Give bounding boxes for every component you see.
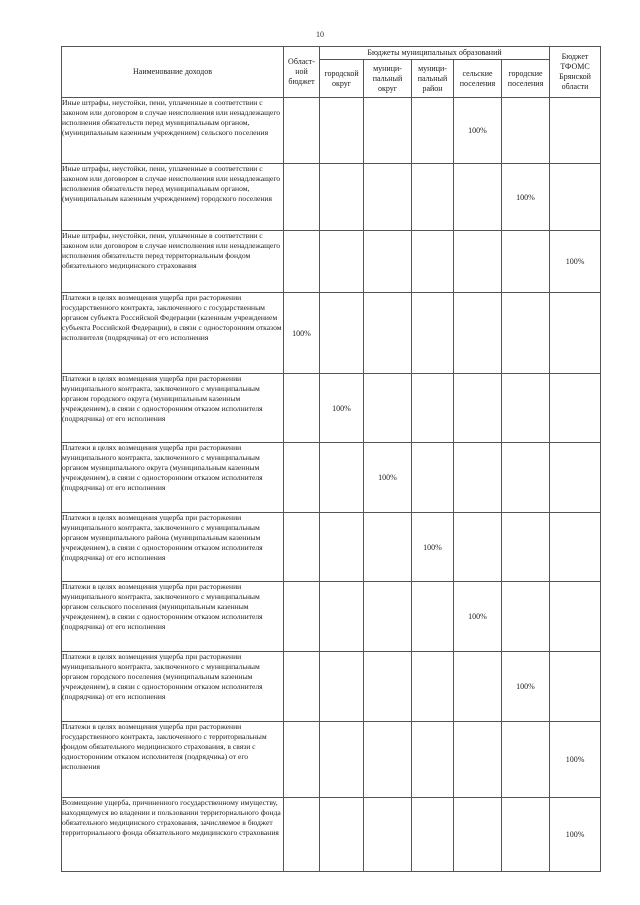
income-name-cell: Возмещение ущерба, причиненного государственному имуществу, находящемуся во владении и пользовании территориального фонда обязательного медицинского страхования, зачисляемое в бюджет территориального фонда обязательного медицинского страхования <box>62 798 284 872</box>
income-name-cell: Платежи в целях возмещения ущерба при расторжении муниципального контракта, заключенного с муниципальным органом городского поселения (муниципальным казенным учреждением), в связи с односторонним отказом исполнителя (подрядчика) от его исполнения <box>62 652 284 722</box>
percentage-cell: 100% <box>412 513 454 582</box>
percentage-cell <box>550 374 601 443</box>
percentage-cell <box>364 374 412 443</box>
percentage-cell <box>364 164 412 231</box>
header-city-district: городской округ <box>320 60 364 98</box>
percentage-cell <box>412 443 454 513</box>
percentage-cell: 100% <box>550 798 601 872</box>
header-rural-settlements: сельские поселения <box>454 60 502 98</box>
percentage-cell <box>284 443 320 513</box>
percentage-cell: 100% <box>502 652 550 722</box>
percentage-cell <box>550 582 601 652</box>
percentage-cell <box>320 722 364 798</box>
header-tfoms-budget: Бюджет ТФОМС Брянской области <box>550 47 601 98</box>
percentage-cell <box>454 513 502 582</box>
percentage-cell <box>364 231 412 293</box>
percentage-cell <box>320 582 364 652</box>
percentage-cell <box>454 798 502 872</box>
percentage-cell <box>454 164 502 231</box>
percentage-cell <box>364 722 412 798</box>
percentage-cell <box>364 513 412 582</box>
percentage-cell <box>320 798 364 872</box>
table-row <box>62 98 601 164</box>
table-row <box>62 374 601 443</box>
percentage-cell <box>364 582 412 652</box>
percentage-cell <box>454 652 502 722</box>
percentage-cell <box>502 513 550 582</box>
percentage-cell <box>454 443 502 513</box>
percentage-cell <box>284 513 320 582</box>
percentage-cell <box>320 164 364 231</box>
table-row <box>62 443 601 513</box>
header-municipal-budgets: Бюджеты муниципальных образований <box>320 47 550 60</box>
table-row <box>62 513 601 582</box>
percentage-cell <box>412 722 454 798</box>
percentage-cell <box>320 513 364 582</box>
percentage-cell <box>284 798 320 872</box>
percentage-cell: 100% <box>550 722 601 798</box>
percentage-cell <box>502 231 550 293</box>
table-row <box>62 798 601 872</box>
table-row <box>62 231 601 293</box>
header-municipal-district: муници- пальный округ <box>364 60 412 98</box>
percentage-cell <box>364 293 412 374</box>
header-regional-budget: Област- ной бюджет <box>284 47 320 98</box>
header-urban-settlements: городские поселения <box>502 60 550 98</box>
percentage-cell <box>502 443 550 513</box>
percentage-cell <box>550 443 601 513</box>
header-municipal-area: муници- пальный район <box>412 60 454 98</box>
table-row <box>62 582 601 652</box>
percentage-cell <box>550 293 601 374</box>
percentage-cell <box>284 582 320 652</box>
percentage-cell: 100% <box>364 443 412 513</box>
percentage-cell <box>502 374 550 443</box>
percentage-cell <box>502 722 550 798</box>
table-row <box>62 652 601 722</box>
percentage-cell <box>550 513 601 582</box>
page-number: 10 <box>316 30 324 39</box>
income-name-cell: Платежи в целях возмещения ущерба при расторжении муниципального контракта, заключенного с муниципальным органом городского округа (муниципальным казенным учреждением), в связи с односторонним отказом исполнителя (подрядчика) от его исполнения <box>62 374 284 443</box>
income-name-cell: Платежи в целях возмещения ущерба при расторжении государственного контракта, заключенного с территориальным фондом обязательного медицинского страхования, в связи с односторонним отказом исполнителя (подрядчика) от его исполнения <box>62 722 284 798</box>
percentage-cell <box>412 798 454 872</box>
percentage-cell <box>412 164 454 231</box>
percentage-cell <box>454 374 502 443</box>
percentage-cell <box>284 98 320 164</box>
percentage-cell <box>320 293 364 374</box>
income-name-cell: Иные штрафы, неустойки, пени, уплаченные в соответствии с законом или договором в случае неисполнения или ненадлежащего исполнения обязательств перед территориальным фондом обязательного медицинского страхования <box>62 231 284 293</box>
percentage-cell <box>364 798 412 872</box>
table-row <box>62 722 601 798</box>
income-name-cell: Платежи в целях возмещения ущерба при расторжении муниципального контракта, заключенного с муниципальным органом муниципального района (муниципальным казенным учреждением), в связи с односторонним отказом исполнителя (подрядчика) от его исполнения <box>62 513 284 582</box>
percentage-cell <box>454 293 502 374</box>
income-name-cell: Иные штрафы, неустойки, пени, уплаченные в соответствии с законом или договором в случае неисполнения или ненадлежащего исполнения обязательств перед муниципальным органом, (муниципальным казенным учреждением) городского поселения <box>62 164 284 231</box>
percentage-cell <box>550 652 601 722</box>
table-row <box>62 293 601 374</box>
percentage-cell: 100% <box>454 98 502 164</box>
revenue-distribution-table <box>61 46 601 872</box>
percentage-cell: 100% <box>502 164 550 231</box>
percentage-cell: 100% <box>550 231 601 293</box>
percentage-cell <box>284 164 320 231</box>
percentage-cell <box>284 722 320 798</box>
percentage-cell <box>412 582 454 652</box>
percentage-cell <box>454 722 502 798</box>
percentage-cell <box>320 443 364 513</box>
percentage-cell <box>412 652 454 722</box>
percentage-cell <box>284 652 320 722</box>
income-name-cell: Платежи в целях возмещения ущерба при расторжении государственного контракта, заключенного с государственным органом субъекта Российской Федерации (казенным учреждением субъекта Российской Федерации), в связи с односторонним отказом исполнителя (подрядчика) от его исполнения <box>62 293 284 374</box>
percentage-cell: 100% <box>454 582 502 652</box>
percentage-cell <box>284 231 320 293</box>
percentage-cell <box>550 98 601 164</box>
percentage-cell <box>412 374 454 443</box>
percentage-cell <box>284 374 320 443</box>
percentage-cell <box>412 231 454 293</box>
income-name-cell: Иные штрафы, неустойки, пени, уплаченные в соответствии с законом или договором в случае неисполнения или ненадлежащего исполнения обязательств перед муниципальным органом, (муниципальным казенным учреждением) сельского поселения <box>62 98 284 164</box>
table-body <box>62 98 601 872</box>
percentage-cell <box>320 652 364 722</box>
percentage-cell: 100% <box>284 293 320 374</box>
percentage-cell <box>550 164 601 231</box>
percentage-cell: 100% <box>320 374 364 443</box>
percentage-cell <box>364 652 412 722</box>
table-row <box>62 164 601 231</box>
percentage-cell <box>320 231 364 293</box>
header-income-name: Наименование доходов <box>62 47 284 98</box>
percentage-cell <box>412 293 454 374</box>
percentage-cell <box>454 231 502 293</box>
percentage-cell <box>502 582 550 652</box>
percentage-cell <box>502 293 550 374</box>
income-name-cell: Платежи в целях возмещения ущерба при расторжении муниципального контракта, заключенного с муниципальным органом муниципального округа (муниципальным казенным учреждением), в связи с односторонним отказом исполнителя (подрядчика) от его исполнения <box>62 443 284 513</box>
percentage-cell <box>364 98 412 164</box>
percentage-cell <box>412 98 454 164</box>
percentage-cell <box>502 798 550 872</box>
income-name-cell: Платежи в целях возмещения ущерба при расторжении муниципального контракта, заключенного с муниципальным органом сельского поселения (муниципальным казенным учреждением), в связи с односторонним отказом исполнителя (подрядчика) от его исполнения <box>62 582 284 652</box>
percentage-cell <box>320 98 364 164</box>
percentage-cell <box>502 98 550 164</box>
